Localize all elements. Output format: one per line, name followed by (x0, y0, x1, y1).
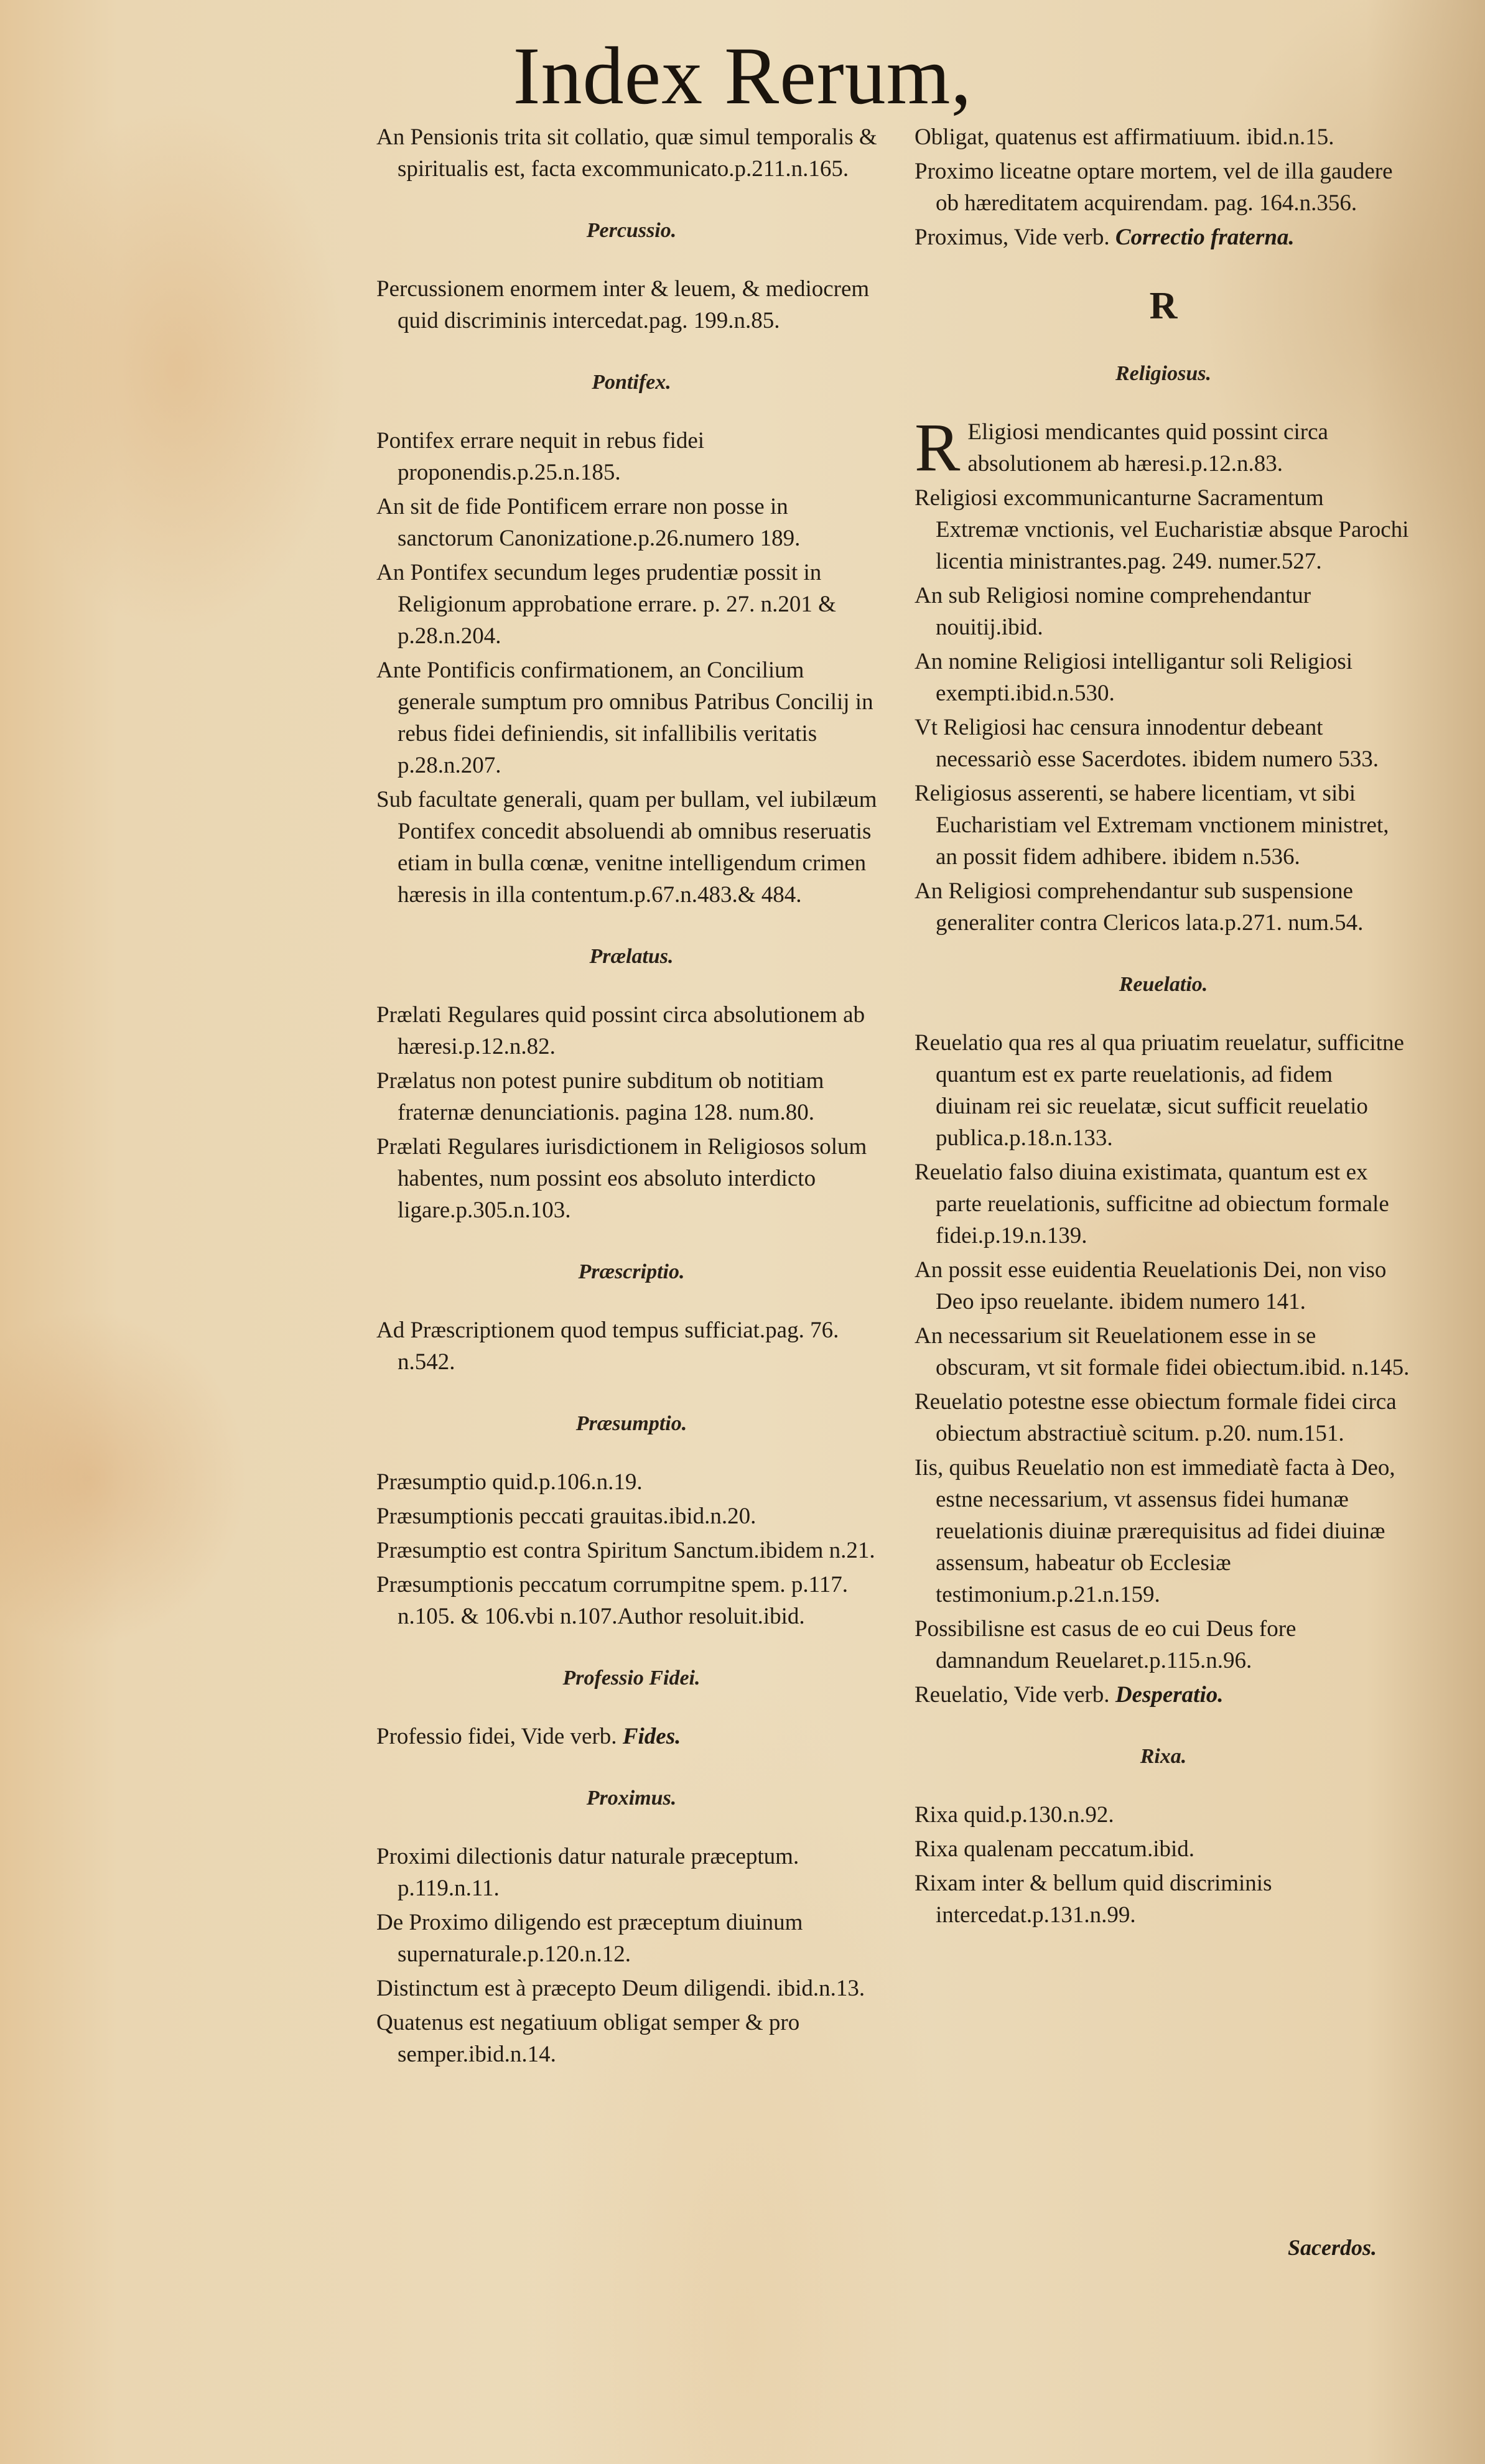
index-entry: Reuelatio qua res al qua priuatim reuelatur, sufficitne quantum est ex parte reuelationis, ad fidem diuinam rei sic reuelatæ, sicut sufficit reuelatio publica.p.18.n.133. (915, 1030, 1404, 1151)
index-entry: Rixam inter & bellum quid discriminis intercedat.p.131.n.99. (915, 1871, 1272, 1928)
index-entry: Præsumptionis peccati grauitas.ibid.n.20. (376, 1504, 756, 1529)
index-entry: Distinctum est à præcepto Deum diligendi. ibid.n.13. (376, 1976, 865, 2001)
index-entry: De Proximo diligendo est præceptum diuinum supernaturale.p.120.n.12. (376, 1910, 803, 1967)
index-entry: Proximo liceatne optare mortem, vel de illa gaudere ob hæreditatem acquirendam. pag. 164.n.356. (915, 159, 1393, 216)
index-entry: An sub Religiosi nomine comprehendantur nouitij.ibid. (915, 583, 1311, 640)
index-entry: Vt Religiosi hac censura innodentur debeant necessariò esse Sacerdotes. ibidem numero 533. (915, 715, 1379, 772)
index-entry: Proximus, Vide verb. Correctio fraterna. (915, 225, 1295, 250)
index-entry: Reuelatio falso diuina existimata, quantum est ex parte reuelationis, sufficitne ad obiectum formale fidei.p.19.n.139. (915, 1160, 1389, 1248)
section-heading-pontifex: Pontifex. (592, 371, 671, 394)
index-entry: Religiosi excommunicanturne Sacramentum Extremæ vnctionis, vel Eucharistiæ absque Parochi licentia ministrantes.pag. 249. numer.527. (915, 485, 1409, 574)
section-heading-percussio: Percussio. (586, 219, 677, 242)
index-entry: Religiosus asserenti, se habere licentiam, vt sibi Eucharistiam vel Extremam vnctionem ministret, an possit fidem adhibere. ibidem n.536. (915, 781, 1389, 870)
index-entry: Reuelatio potestne esse obiectum formale fidei circa obiectum abstractiuè scitum. p.20. num.151. (915, 1389, 1397, 1446)
index-entry: An nomine Religiosi intelligantur soli Religiosi exempti.ibid.n.530. (915, 649, 1352, 706)
section-heading-professio-fidei: Professio Fidei. (562, 1667, 701, 1690)
section-heading-pr-scriptio: Præscriptio. (578, 1260, 685, 1283)
index-entry: An sit de fide Pontificem errare non posse in sanctorum Canonizatione.p.26.numero 189. (376, 494, 801, 551)
index-entry: Percussionem enormem inter & leuem, & mediocrem quid discriminis intercedat.pag. 199.n.85. (376, 276, 870, 333)
section-heading-religiosus: Religiosus. (1115, 362, 1211, 385)
index-entry: Prælati Regulares iurisdictionem in Religiosos solum habentes, num possint eos absoluto interdicto ligare.p.305.n.103. (376, 1134, 867, 1223)
section-heading-pr-sumptio: Præsumptio. (575, 1412, 687, 1435)
section-heading-reuelatio: Reuelatio. (1119, 973, 1208, 996)
index-entry: Reuelatio, Vide verb. Desperatio. (915, 1682, 1224, 1708)
index-entry: An Pensionis trita sit collatio, quæ simul temporalis & spiritualis est, facta excommunicato.p.211.n.165. (376, 124, 877, 182)
index-entry: Obligat, quatenus est affirmatiuum. ibid.n.15. (915, 124, 1334, 150)
index-entry: Præsumptio est contra Spiritum Sanctum.ibidem n.21. (376, 1538, 875, 1563)
index-entry: Iis, quibus Reuelatio non est immediatè facta à Deo, estne necessarium, vt assensus fidei humanæ reuelationis diuinæ prærequisitus ad fidei diuinæ assensum, habeatur ob Ecclesiæ testimonium.p.21.n.159. (915, 1455, 1395, 1607)
index-entry: Ante Pontificis confirmationem, an Concilium generale sumptum pro omnibus Patribus Concilij in rebus fidei definiendis, sit infallibilis veritatis p.28.n.207. (376, 658, 873, 778)
letter-heading: R (1149, 285, 1178, 327)
index-entry: Rixa quid.p.130.n.92. (915, 1802, 1114, 1828)
catchword: Sacerdos. (1288, 2235, 1377, 2260)
index-entry: An Pontifex secundum leges prudentiæ possit in Religionum approbatione errare. p. 27. n.201 & p.28.n.204. (376, 560, 836, 649)
index-entry: An Religiosi comprehendantur sub suspensione generaliter contra Clericos lata.p.271. num.54. (915, 878, 1364, 936)
index-entry: An possit esse euidentia Reuelationis Dei, non viso Deo ipso reuelante. ibidem numero 141. (915, 1257, 1387, 1314)
index-entry: Prælati Regulares quid possint circa absolutionem ab hæresi.p.12.n.82. (376, 1002, 865, 1059)
section-heading-pr-latus: Prælatus. (589, 945, 674, 968)
index-entry: Proximi dilectionis datur naturale præceptum. p.119.n.11. (376, 1844, 799, 1901)
drop-cap: R (915, 409, 961, 485)
index-entry: Rixa qualenam peccatum.ibid. (915, 1836, 1195, 1862)
index-entry: Possibilisne est casus de eo cui Deus fore damnandum Reuelaret.p.115.n.96. (915, 1616, 1296, 1673)
index-entry: An necessarium sit Reuelationem esse in se obscuram, vt sit formale fidei obiectum.ibid. n.145. (915, 1323, 1410, 1380)
index-entry: Pontifex errare nequit in rebus fidei proponendis.p.25.n.185. (376, 428, 705, 485)
index-entry: Sub facultate generali, quam per bullam, vel iubilæum Pontifex concedit absoluendi ab omnibus reseruatis etiam in bulla cœnæ, venitne intelligendum crimen hæresis in illa contentum.p.67.n.483.& 484. (376, 787, 877, 908)
index-entry: Præsumptionis peccatum corrumpitne spem. p.117. n.105. & 106.vbi n.107.Author resoluit.ibid. (376, 1572, 849, 1629)
index-entry: Prælatus non potest punire subditum ob notitiam fraternæ denunciationis. pagina 128. num.80. (376, 1068, 824, 1125)
index-entry: Quatenus est negatiuum obligat semper & pro semper.ibid.n.14. (376, 2010, 800, 2067)
index-entry: Professio fidei, Vide verb. Fides. (376, 1724, 681, 1749)
page-title: Index Rerum, (513, 30, 972, 121)
index-entry: Ad Præscriptionem quod tempus sufficiat.pag. 76. n.542. (376, 1318, 839, 1375)
section-heading-proximus: Proximus. (586, 1787, 677, 1810)
index-entry: R Eligiosi mendicantes quid possint circa absolutionem ab hæresi.p.12.n.83. (915, 409, 1328, 485)
left-column (376, 121, 887, 2073)
right-column (915, 121, 1412, 1933)
section-heading-rixa: Rixa. (1140, 1745, 1187, 1768)
index-entry: Præsumptio quid.p.106.n.19. (376, 1469, 643, 1495)
